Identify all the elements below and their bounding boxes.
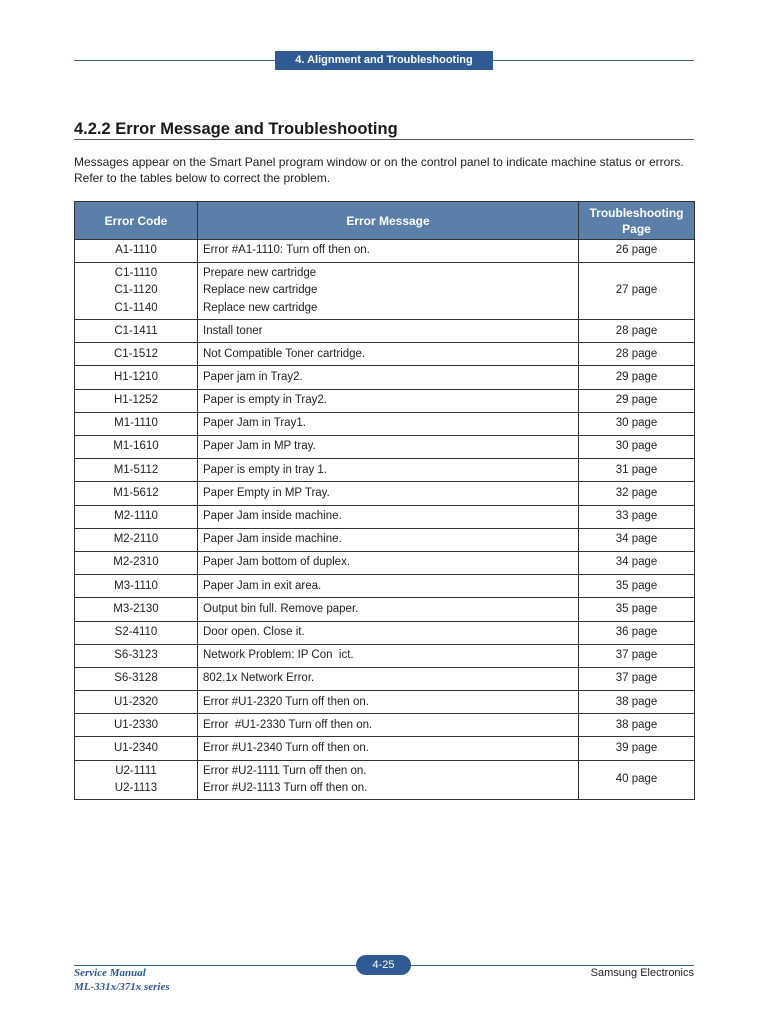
troubleshooting-page-cell: 33 page (579, 505, 695, 528)
header-error-message: Error Message (198, 202, 579, 240)
error-code-cell (75, 714, 198, 737)
section-title: 4.2.2 Error Message and Troubleshooting (74, 120, 398, 138)
manual-title-line2: ML-331x/371x series (74, 981, 170, 993)
table-row (75, 343, 695, 366)
error-code-cell (75, 320, 198, 343)
troubleshooting-page-cell: 35 page (579, 598, 695, 621)
error-code: U1-2320 (113, 695, 159, 708)
table-header-row (75, 202, 695, 240)
error-code: M3-2130 (113, 602, 159, 615)
table-row (75, 482, 695, 505)
table-row (75, 366, 695, 389)
error-code: S2-4110 (114, 625, 158, 638)
error-message-cell (198, 598, 579, 621)
error-code-cell (75, 551, 198, 574)
error-code-cell (75, 528, 198, 551)
troubleshooting-page-cell: 31 page (579, 459, 695, 482)
table-row (75, 621, 695, 644)
error-message: Paper Jam in Tray1. (203, 417, 306, 430)
table-row (75, 436, 695, 459)
error-message-cell (198, 760, 579, 800)
troubleshooting-page-cell: 38 page (579, 714, 695, 737)
error-code: C1-1120 (114, 284, 158, 297)
troubleshooting-page-cell: 34 page (579, 551, 695, 574)
table-row (75, 459, 695, 482)
error-message: Network Problem: IP Con ict. (203, 649, 354, 662)
error-message: Install toner (203, 324, 263, 337)
error-message: Replace new cartridge (203, 284, 318, 297)
table-row (75, 263, 695, 320)
error-code-cell (75, 482, 198, 505)
error-code-cell (75, 366, 198, 389)
troubleshooting-page-cell: 40 page (579, 760, 695, 800)
error-code-cell (75, 263, 198, 320)
error-code-cell (75, 667, 198, 690)
error-code: M2-1110 (114, 510, 158, 523)
table-row (75, 691, 695, 714)
error-message-cell (198, 240, 579, 263)
error-code: U1-2340 (113, 741, 159, 754)
troubleshooting-page-cell: 37 page (579, 667, 695, 690)
error-code-cell (75, 575, 198, 598)
error-message-cell (198, 389, 579, 412)
error-code-cell (75, 343, 198, 366)
error-code: H1-1210 (113, 370, 159, 383)
error-code: C1-1110 (114, 267, 158, 280)
table-row (75, 412, 695, 435)
table-row (75, 240, 695, 263)
error-message: Error #A1-1110: Turn off then on. (203, 244, 370, 257)
error-message: Error #U1-2330 Turn off then on. (203, 718, 373, 731)
error-message-cell (198, 644, 579, 667)
error-code: A1-1110 (115, 244, 157, 257)
error-code: M1-5612 (113, 486, 159, 499)
error-table (74, 201, 695, 800)
troubleshooting-page-cell: 27 page (579, 263, 695, 320)
error-code: M2-2310 (113, 556, 159, 569)
table-row (75, 551, 695, 574)
error-code-cell (75, 459, 198, 482)
error-message-cell (198, 528, 579, 551)
error-message: Door open. Close it. (203, 625, 305, 638)
troubleshooting-page-cell: 36 page (579, 621, 695, 644)
error-message-cell (198, 714, 579, 737)
error-code: M1-1110 (114, 417, 158, 430)
error-code-cell (75, 240, 198, 263)
table-row (75, 598, 695, 621)
table-row (75, 528, 695, 551)
troubleshooting-page-cell: 30 page (579, 412, 695, 435)
table-row (75, 737, 695, 760)
title-rule (74, 139, 694, 140)
error-code: M1-5112 (113, 463, 159, 476)
company-name: Samsung Electronics (590, 967, 694, 979)
troubleshooting-page-cell: 39 page (579, 737, 695, 760)
table-row (75, 667, 695, 690)
error-message-cell (198, 320, 579, 343)
header-troubleshooting-page: Troubleshooting Page (579, 202, 695, 240)
error-code: C1-1411 (114, 324, 158, 337)
table-row (75, 644, 695, 667)
error-code: C1-1512 (113, 347, 159, 360)
error-code: U2-1113 (114, 781, 158, 794)
error-code: C1-1140 (114, 301, 158, 314)
error-message-cell (198, 459, 579, 482)
error-message: Paper Jam inside machine. (203, 533, 342, 546)
error-message-cell (198, 343, 579, 366)
error-code-cell (75, 760, 198, 800)
page-number-badge: 4-25 (356, 955, 411, 975)
table-row (75, 760, 695, 800)
error-code: S6-3128 (114, 672, 158, 685)
error-code-cell (75, 436, 198, 459)
table-row (75, 320, 695, 343)
error-code-cell (75, 644, 198, 667)
troubleshooting-page-cell: 32 page (579, 482, 695, 505)
error-message-cell (198, 505, 579, 528)
error-message-cell (198, 366, 579, 389)
error-message-cell (198, 412, 579, 435)
error-code-cell (75, 621, 198, 644)
troubleshooting-page-cell: 26 page (579, 240, 695, 263)
error-message: Paper jam in Tray2. (203, 370, 303, 383)
error-message: Error #U2-1111 Turn off then on. (203, 764, 367, 777)
error-code-cell (75, 505, 198, 528)
error-message: Error #U1-2340 Turn off then on. (203, 741, 369, 754)
table-row (75, 505, 695, 528)
error-message-cell (198, 551, 579, 574)
error-message: Error #U2-1113 Turn off then on. (203, 781, 368, 794)
error-message: Replace new cartridge (203, 301, 318, 314)
error-code-cell (75, 691, 198, 714)
error-message: Paper Jam in MP tray. (203, 440, 316, 453)
error-message-cell (198, 621, 579, 644)
troubleshooting-page-cell: 28 page (579, 320, 695, 343)
error-message-cell (198, 436, 579, 459)
table-body (75, 240, 695, 800)
error-message-cell (198, 482, 579, 505)
error-code: H1-1252 (113, 394, 159, 407)
error-message: Paper Empty in MP Tray. (203, 486, 330, 499)
error-message-cell (198, 575, 579, 598)
error-message-cell (198, 667, 579, 690)
error-message: 802.1x Network Error. (203, 672, 315, 685)
error-message-cell (198, 263, 579, 320)
troubleshooting-page-cell: 29 page (579, 366, 695, 389)
error-message: Paper Jam bottom of duplex. (203, 556, 351, 569)
error-message: Prepare new cartridge (203, 267, 317, 280)
troubleshooting-page-cell: 28 page (579, 343, 695, 366)
error-message: Paper Jam in exit area. (203, 579, 322, 592)
error-message-cell (198, 737, 579, 760)
error-code: U2-1111 (115, 764, 157, 777)
troubleshooting-page-cell: 38 page (579, 691, 695, 714)
intro-paragraph: Messages appear on the Smart Panel program window or on the control panel to indicate machine status or errors. Refer to the tables below to correct the problem. (74, 155, 684, 185)
error-message: Error #U1-2320 Turn off then on. (203, 695, 369, 708)
error-message: Not Compatible Toner cartridge. (203, 347, 366, 360)
troubleshooting-page-cell: 37 page (579, 644, 695, 667)
error-message: Paper is empty in Tray2. (203, 394, 327, 407)
troubleshooting-page-cell: 30 page (579, 436, 695, 459)
table-row (75, 389, 695, 412)
error-code: M2-2110 (113, 533, 159, 546)
error-message: Paper is empty in tray 1. (203, 463, 327, 476)
chapter-tab: 4. Alignment and Troubleshooting (275, 51, 493, 70)
manual-title (74, 966, 170, 994)
troubleshooting-page-cell: 34 page (579, 528, 695, 551)
table-row (75, 575, 695, 598)
error-code-cell (75, 598, 198, 621)
table-row (75, 714, 695, 737)
error-code: M3-1110 (114, 579, 158, 592)
error-code: S6-3123 (114, 649, 158, 662)
error-message: Paper Jam inside machine. (203, 510, 342, 523)
error-code: M1-1610 (113, 440, 159, 453)
troubleshooting-page-cell: 29 page (579, 389, 695, 412)
error-code-cell (75, 737, 198, 760)
error-message-cell (198, 691, 579, 714)
header-error-code: Error Code (75, 202, 198, 240)
error-code: U1-2330 (113, 718, 159, 731)
error-code-cell (75, 412, 198, 435)
manual-title-line1: Service Manual (74, 967, 146, 979)
troubleshooting-page-cell: 35 page (579, 575, 695, 598)
error-code-cell (75, 389, 198, 412)
error-message: Output bin full. Remove paper. (203, 602, 359, 615)
